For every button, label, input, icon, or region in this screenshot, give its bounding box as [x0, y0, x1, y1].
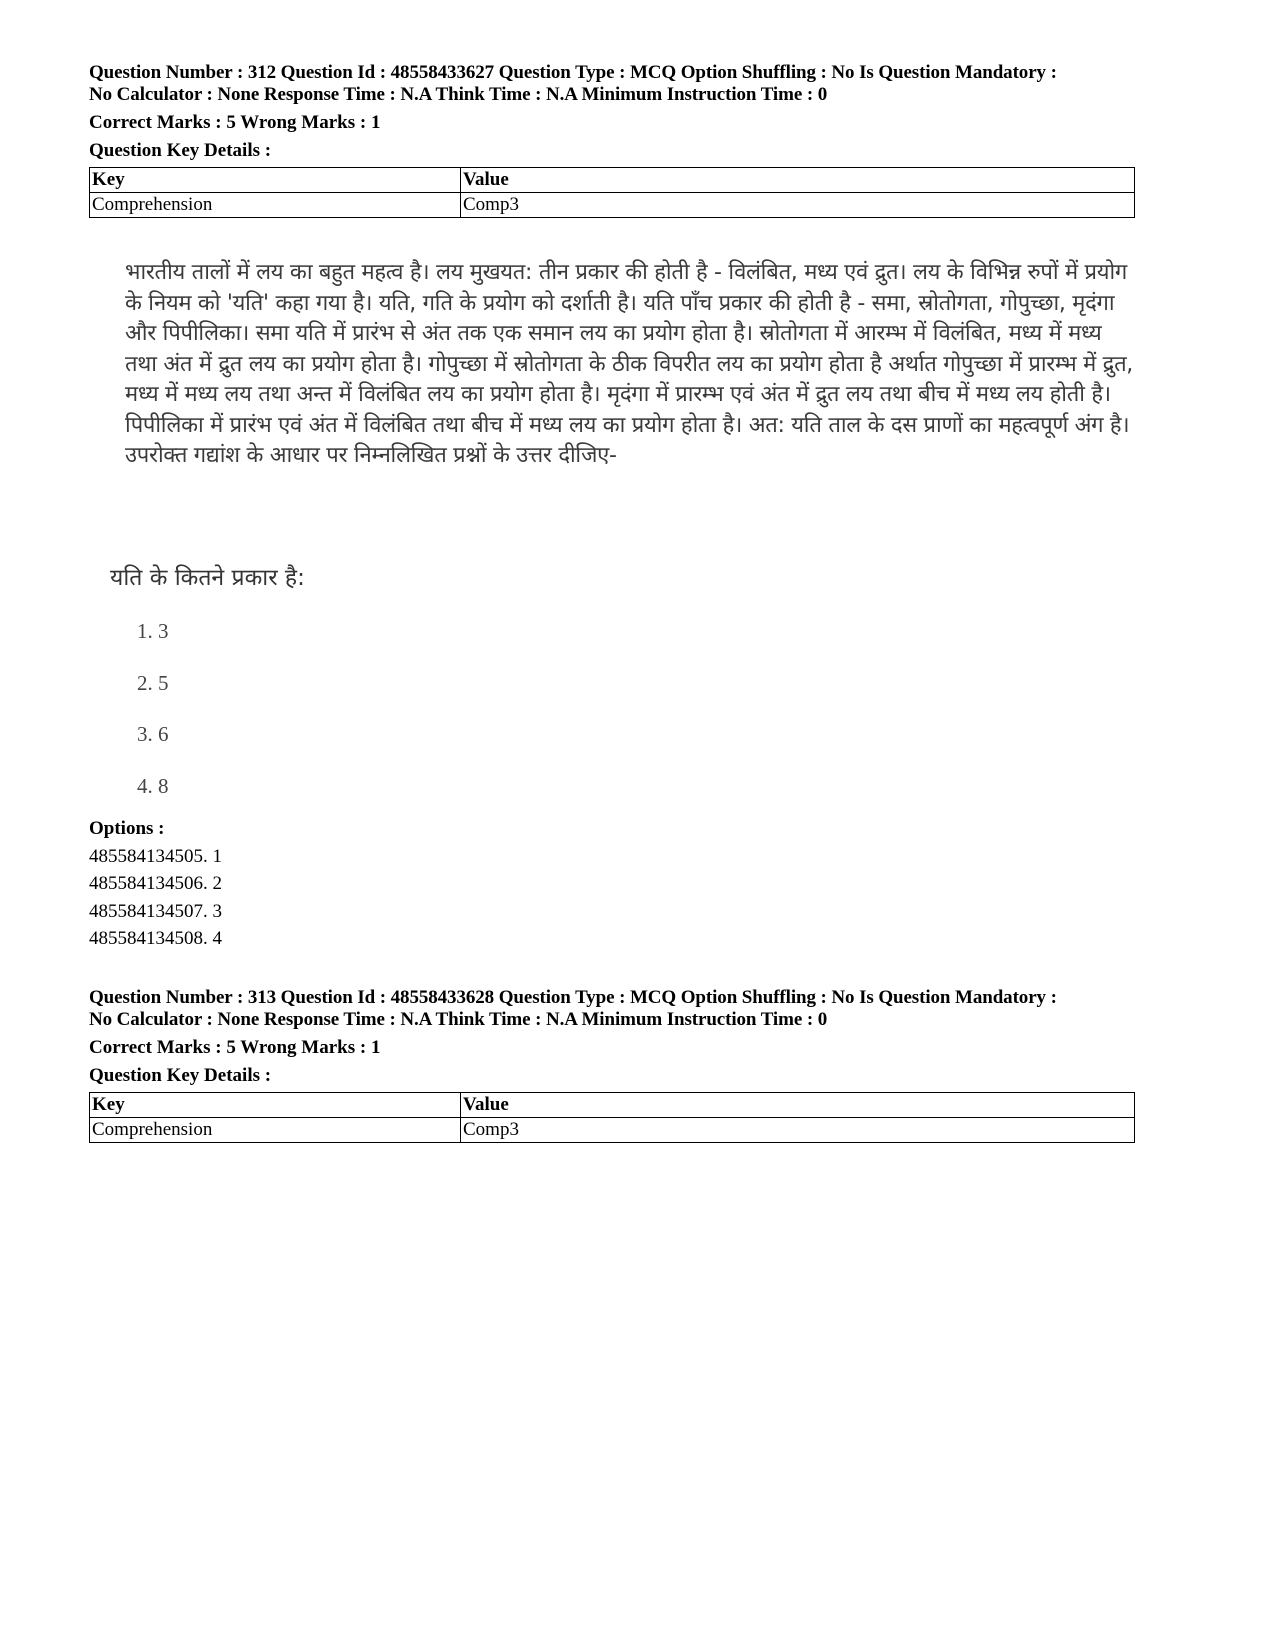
key-table-header-key: Key: [90, 168, 461, 193]
question-key-details-label: Question Key Details :: [89, 1065, 272, 1086]
question-marks: Correct Marks : 5 Wrong Marks : 1: [89, 112, 381, 133]
question-313-header: [89, 987, 1134, 1143]
key-table-header-value: Value: [461, 168, 1135, 193]
choice-item: 1. 3: [137, 619, 169, 643]
key-table-header-value: Value: [461, 1093, 1135, 1118]
choice-item: 4. 8: [137, 773, 169, 798]
options-label: Options :: [89, 818, 165, 839]
comprehension-passage: भारतीय तालों में लय का बहुत महत्व है। लय मुखयत: तीन प्रकार की होती है - विलंबित, मध्य एवं द्रुत। लय के विभिन्न रुपों में प्रयोग के नियम को 'यति' कहा गया है। यति, गति के प्रयोग को दर्शाती है। यति पाँच प्रकार की होती है - समा, स्रोतोगता, गोपुच्छा, मृदंगा और पिपीलिका। समा यति में प्रारंभ से अंत तक एक समान लय का प्रयोग होता है। स्रोतोगता में आरम्भ में विलंबित, मध्य में मध्य तथा अंत में द्रुत लय का प्रयोग होता है। गोपुच्छा में स्रोतोगता के ठीक विपरीत लय का प्रयोग होता है अर्थात गोपुच्छा में प्रारम्भ में द्रुत, मध्य में मध्य लय तथा अन्त में विलंबित लय का प्रयोग होता है। मृदंगा में प्रारम्भ एवं अंत में द्रुत लय तथा बीच में मध्य लय होती है। पिपीलिका में प्रारंभ एवं अंत में विलंबित तथा बीच में मध्य लय का प्रयोग होता है। अत: यति ताल के दस प्राणों का महत्वपूर्ण अंग है। उपरोक्त गद्यांश के आधार पर निम्नलिखित प्रश्नों के उत्तर दीजिए-: [125, 260, 1134, 468]
question-text: यति के कितने प्रकार है:: [110, 565, 305, 591]
option-item: 485584134508. 4: [89, 928, 222, 949]
question-marks: Correct Marks : 5 Wrong Marks : 1: [89, 1037, 381, 1058]
table-row: [90, 1118, 1135, 1143]
question-meta-line-2: No Calculator : None Response Time : N.A Think Time : N.A Minimum Instruction Time : 0: [89, 84, 828, 105]
question-meta: [89, 62, 1134, 106]
question-choices: [137, 620, 169, 826]
question-meta-line-1: Question Number : 313 Question Id : 48558433628 Question Type : MCQ Option Shuffling : No Is Question Mandatory :: [89, 987, 1057, 1008]
key-table-header-row: [90, 1093, 1135, 1118]
question-meta-line-1: Question Number : 312 Question Id : 48558433627 Question Type : MCQ Option Shuffling : No Is Question Mandatory :: [89, 62, 1057, 83]
question-key-table: [89, 167, 1135, 218]
key-table-cell-key: Comprehension: [90, 193, 461, 218]
key-table-header-key: Key: [90, 1093, 461, 1118]
question-meta-line-2: No Calculator : None Response Time : N.A Think Time : N.A Minimum Instruction Time : 0: [89, 1009, 828, 1030]
key-table-cell-value: Comp3: [461, 193, 1135, 218]
question-key-table: [89, 1092, 1135, 1143]
question-312-header: [89, 62, 1134, 218]
option-item: 485584134507. 3: [89, 900, 222, 922]
key-table-cell-value: Comp3: [461, 1118, 1135, 1143]
options-list: [89, 815, 222, 953]
key-table-cell-key: Comprehension: [90, 1118, 461, 1143]
option-item: 485584134506. 2: [89, 873, 222, 894]
option-item: 485584134505. 1: [89, 845, 222, 867]
choice-item: 2. 5: [137, 670, 169, 695]
question-key-details-label: Question Key Details :: [89, 140, 272, 161]
key-table-header-row: [90, 168, 1135, 193]
choice-item: 3. 6: [137, 722, 169, 746]
question-meta: [89, 987, 1134, 1031]
table-row: [90, 193, 1135, 218]
